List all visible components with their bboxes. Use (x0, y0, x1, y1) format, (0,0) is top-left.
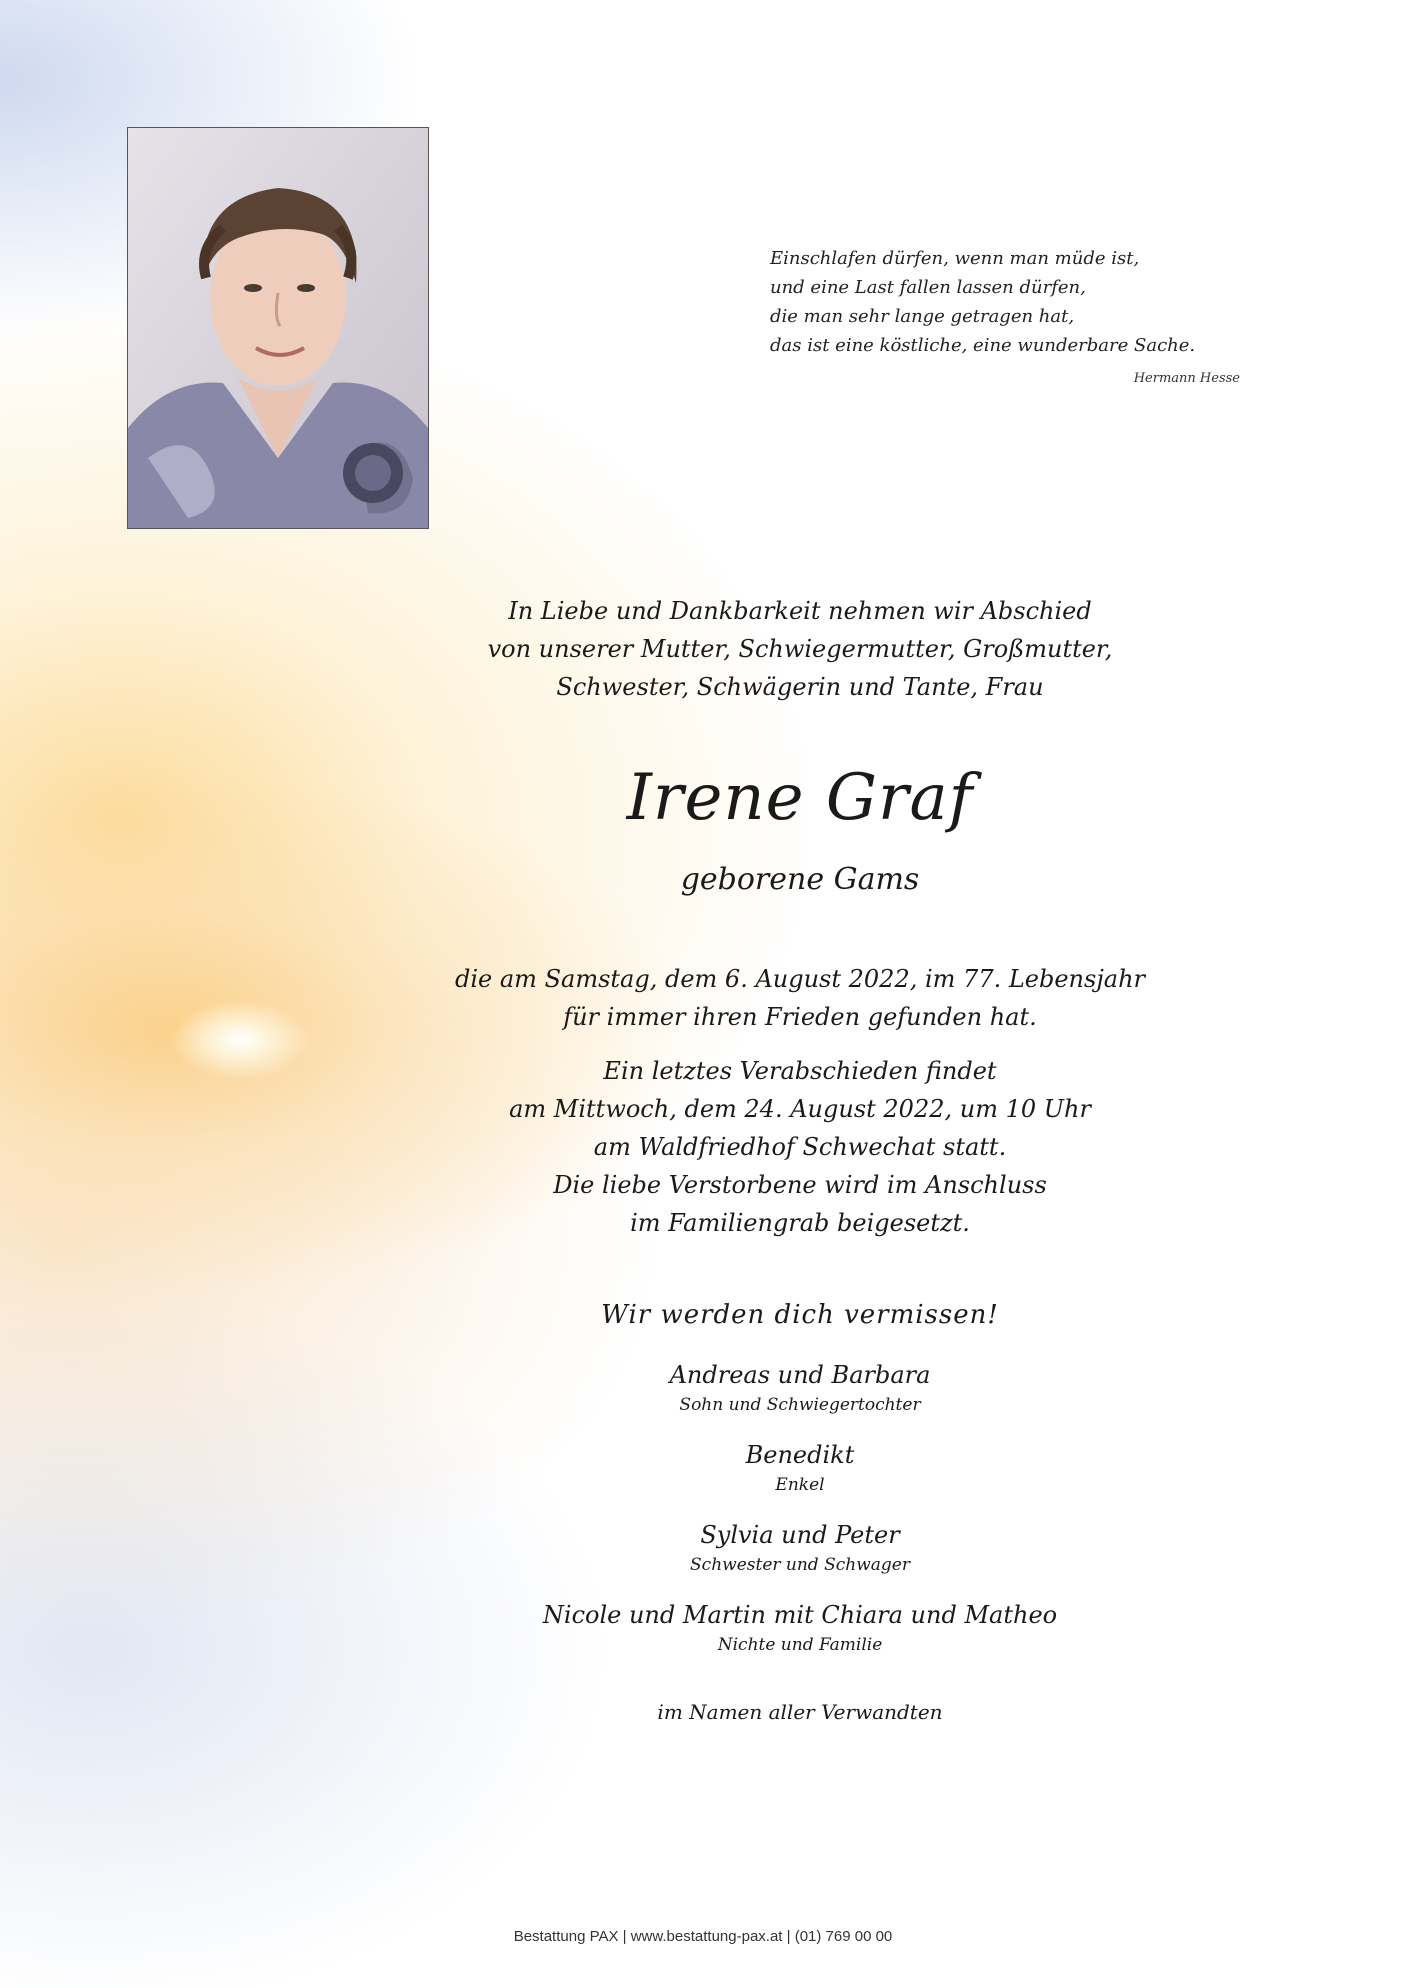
deceased-name: Irene Graf (626, 761, 974, 835)
portrait-photo (127, 127, 429, 529)
portrait-illustration (128, 128, 428, 528)
death-line: für immer ihren Frieden gefunden hat. (563, 1003, 1037, 1031)
intro-line: von unserer Mutter, Schwiegermutter, Großmutter, (487, 635, 1113, 663)
family-member-name: Sylvia und Peter (700, 1521, 900, 1549)
family-list (420, 1357, 1180, 1677)
hesse-quote (770, 244, 1240, 393)
ceremony-line: Ein letztes Verabschieden findet (603, 1057, 997, 1085)
motto: Wir werden dich vermissen! (601, 1300, 999, 1330)
ceremony-line: am Waldfriedhof Schwechat statt. (593, 1133, 1007, 1161)
family-member-name: Andreas und Barbara (669, 1361, 931, 1389)
death-line: die am Samstag, dem 6. August 2022, im 77. Lebensjahr (455, 965, 1145, 993)
quote-line: das ist eine köstliche, eine wunderbare Sache. (770, 335, 1196, 356)
family-member-relation: Enkel (775, 1475, 825, 1495)
maiden-name: geborene Gams (680, 862, 920, 897)
intro-line: Schwester, Schwägerin und Tante, Frau (556, 673, 1044, 701)
farewell-intro (420, 592, 1180, 706)
closing-line: im Namen aller Verwandten (657, 1700, 943, 1724)
quote-line: Einschlafen dürfen, wenn man müde ist, (770, 248, 1140, 269)
family-member-relation: Sohn und Schwiegertochter (679, 1395, 921, 1415)
death-notice (420, 960, 1180, 1036)
footer-contact: Bestattung PAX | www.bestattung-pax.at | (01) 769 00 00 (513, 1928, 893, 1945)
ceremony-line: am Mittwoch, dem 24. August 2022, um 10 Uhr (509, 1095, 1091, 1123)
intro-line: In Liebe und Dankbarkeit nehmen wir Abschied (508, 597, 1092, 625)
ceremony-info (420, 1052, 1180, 1242)
family-member-name: Nicole und Martin mit Chiara und Matheo (542, 1601, 1058, 1629)
ceremony-line: Die liebe Verstorbene wird im Anschluss (553, 1171, 1047, 1199)
family-member-name: Benedikt (745, 1441, 855, 1469)
family-member-relation: Nichte und Familie (717, 1635, 883, 1655)
ceremony-line: im Familiengrab beigesetzt. (630, 1209, 970, 1237)
quote-line: und eine Last fallen lassen dürfen, (770, 277, 1086, 298)
quote-author: Hermann Hesse (1133, 371, 1240, 386)
quote-line: die man sehr lange getragen hat, (770, 306, 1075, 327)
family-member-relation: Schwester und Schwager (690, 1555, 910, 1575)
